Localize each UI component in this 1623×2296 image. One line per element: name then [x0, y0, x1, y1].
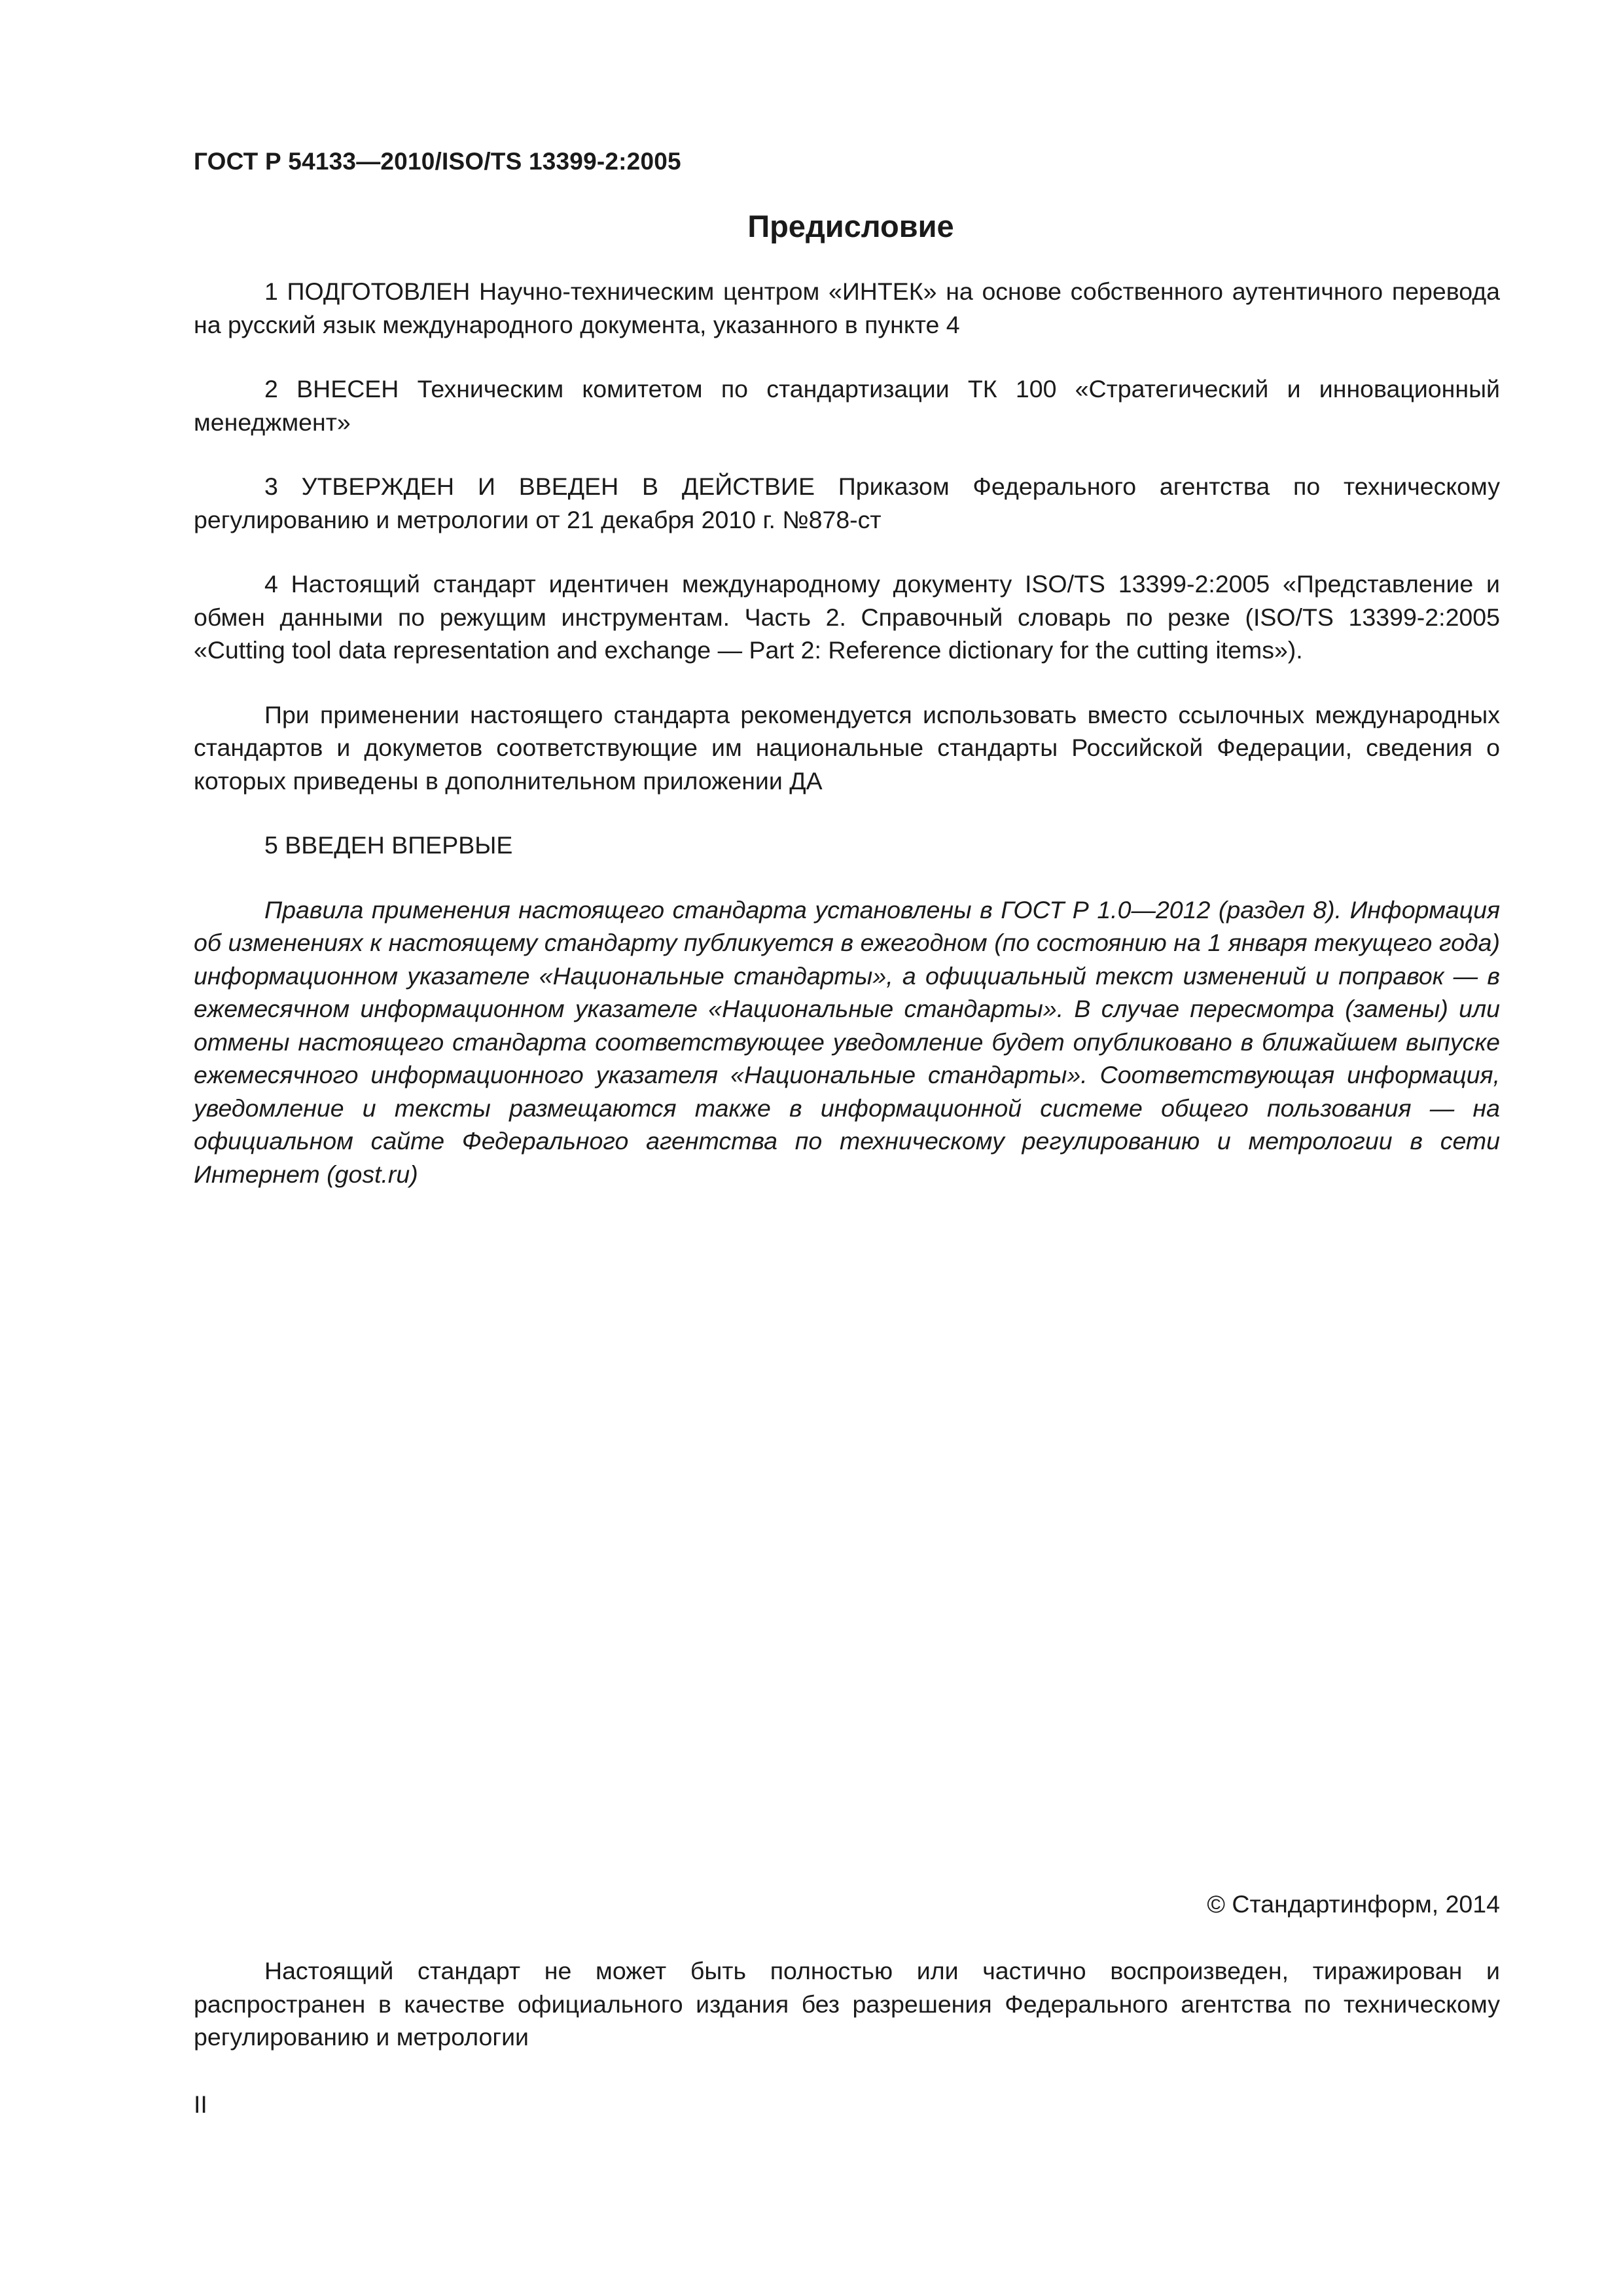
preface-body [194, 275, 1500, 1222]
preface-item-5: 5 ВВЕДЕН ВПЕРВЫЕ [264, 831, 513, 859]
preface-item-3: 3 УТВЕРЖДЕН И ВВЕДЕН В ДЕЙСТВИЕ Приказом Федерального агентства по техническому регулированию и метрологии от 21 декабря 2010 г. №878-ст [194, 473, 1500, 533]
preface-item-4: 4 Настоящий стандарт идентичен международному документу ISO/TS 13399-2:2005 «Представление и обмен данными по режущим инструментам. Часть 2. Справочный словарь по резке (ISO/TS 13399-2:2005 «Cutting tool data representation and exchange — Part 2: Reference dictionary for the cutting items»). [194, 570, 1500, 664]
copyright-notice: © Стандартинформ, 2014 [1207, 1890, 1500, 1918]
page-number: II [194, 2090, 207, 2118]
preface-item-2: 2 ВНЕСЕН Техническим комитетом по стандартизации ТК 100 «Стратегический и инновационный менеджмент» [194, 375, 1500, 436]
preface-item-1: 1 ПОДГОТОВЛЕН Научно-техническим центром «ИНТЕК» на основе собственного аутентичного перевода на русский язык международного документа, указанного в пункте 4 [194, 278, 1500, 338]
reproduction-notice: Настоящий стандарт не может быть полностью или частично воспроизведен, тиражирован и распространен в качестве официального издания без разрешения Федерального агентства по техническому регулированию и метрологии [194, 1957, 1500, 2051]
preface-national-standards-note: При применении настоящего стандарта рекомендуется использовать вместо ссылочных международных стандартов и докуметов соответствующие им национальные стандарты Российской Федерации, сведения о которых приведены в дополнительном приложении ДА [194, 700, 1500, 795]
application-rules-paragraph: Правила применения настоящего стандарта установлены в ГОСТ Р 1.0—2012 (раздел 8). Информация об изменениях к настоящему стандарту публикуется в ежегодном (по состоянию на 1 января текущего года) информационном указателе «Национальные стандарты», а официальный текст изменений и поправок — в ежемесячном информационном указателе «Национальные стандарты». В случае пересмотра (замены) или отмены настоящего стандарта соответствующее уведомление будет опубликовано в ближайшем выпуске ежемесячного информационного указателя «Национальные стандарты». Соответствующая информация, уведомление и тексты размещаются также в информационной системе общего пользования — на официальном сайте Федерального агентства по техническому регулированию и метрологии в сети Интернет (gost.ru) [194, 895, 1500, 1188]
document-code: ГОСТ Р 54133—2010/ISO/TS 13399-2:2005 [194, 148, 681, 175]
page-title: Предисловие [747, 209, 954, 243]
